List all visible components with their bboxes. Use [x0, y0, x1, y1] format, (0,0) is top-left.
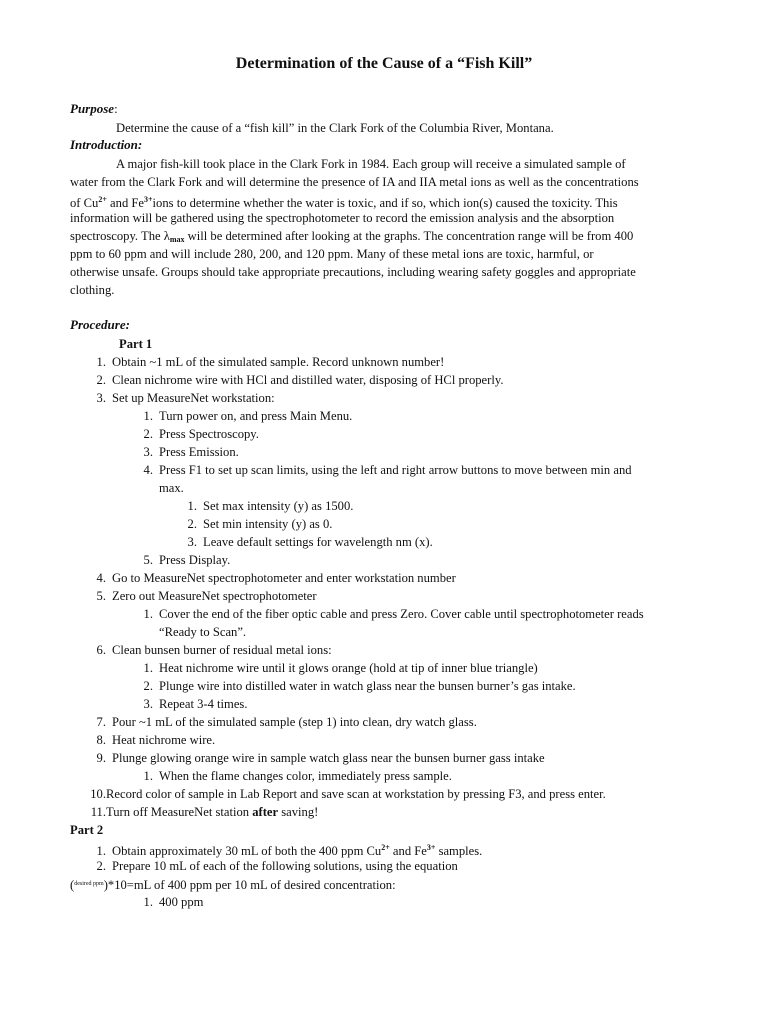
- document-title: Determination of the Cause of a “Fish Kill”: [235, 55, 533, 72]
- list-item: 10.Record color of sample in Lab Report and save scan at workstation by pressing F3, and press enter.: [90, 787, 606, 801]
- list-item: 6. Clean bunsen burner of residual metal ions:: [96, 643, 332, 657]
- intro-line: A major fish-kill took place in the Clark Fork in 1984. Each group will receive a simulated sample of: [116, 157, 626, 171]
- list-item: 1. Heat nichrome wire until it glows orange (hold at tip of inner blue triangle): [143, 661, 538, 675]
- intro-line: information will be gathered using the spectrophotometer to record the emission analysis and the absorption: [70, 211, 615, 225]
- equation-line: ($^{desired ppm}$)*10=mL of 400 ppm per 10 mL of desired concentration:: [70, 878, 396, 892]
- list-item: 7. Pour ~1 mL of the simulated sample (step 1) into clean, dry watch glass.: [96, 715, 477, 729]
- list-item-continuation: max.: [159, 481, 184, 495]
- intro-line: clothing.: [70, 283, 115, 297]
- list-item: 4. Press F1 to set up scan limits, using the left and right arrow buttons to move between min and: [143, 463, 632, 477]
- intro-line: water from the Clark Fork and will determine the presence of IA and IIA metal ions as well as the concentrations: [70, 175, 639, 189]
- list-item: 2. Press Spectroscopy.: [143, 427, 259, 441]
- list-item: 1. 400 ppm: [143, 895, 204, 909]
- intro-line: spectroscopy. The $\lambda_{max}$ will be determined after looking at the graphs. The concentration range will be from 400: [70, 229, 634, 244]
- list-item: 1. Turn power on, and press Main Menu.: [143, 409, 353, 423]
- list-item: 9. Plunge glowing orange wire in sample watch glass near the bunsen burner gass intake: [96, 751, 545, 765]
- part2-heading: Part 2: [70, 823, 104, 837]
- list-item-continuation: “Ready to Scan”.: [159, 625, 247, 639]
- list-item: 1. When the flame changes color, immediately press sample.: [143, 769, 452, 783]
- list-item: 2. Prepare 10 mL of each of the following solutions, using the equation: [96, 859, 458, 873]
- list-item: 1. Obtain ~1 mL of the simulated sample. Record unknown number!: [96, 355, 445, 369]
- list-item: 3. Set up MeasureNet workstation:: [96, 391, 275, 405]
- list-item: 8. Heat nichrome wire.: [96, 733, 216, 747]
- list-item: 1. Cover the end of the fiber optic cable and press Zero. Cover cable until spectrophotometer reads: [143, 607, 644, 621]
- list-item: 1. Obtain approximately 30 mL of both the 400 ppm $Cu^{2+}$ and $Fe^{3+}$ samples.: [96, 843, 483, 858]
- intro-line: otherwise unsafe. Groups should take appropriate precautions, including wearing safety goggles and appropriate: [70, 265, 636, 279]
- introduction-heading: Introduction:: [70, 137, 143, 152]
- list-item: 2. Set min intensity (y) as 0.: [187, 517, 333, 531]
- list-item: 5. Press Display.: [143, 553, 231, 567]
- list-item: 3. Leave default settings for wavelength nm (x).: [187, 535, 433, 549]
- purpose-text: Determine the cause of a “fish kill” in the Clark Fork of the Columbia River, Montana.: [116, 121, 554, 135]
- purpose-heading: Purpose:: [70, 101, 118, 116]
- list-item: 2. Plunge wire into distilled water in watch glass near the bunsen burner’s gas intake.: [143, 679, 576, 693]
- part1-heading: Part 1: [119, 337, 153, 351]
- list-item: 1. Set max intensity (y) as 1500.: [187, 499, 354, 513]
- list-item: 5. Zero out MeasureNet spectrophotometer: [96, 589, 317, 603]
- list-item: 2. Clean nichrome wire with HCl and distilled water, disposing of HCl properly.: [96, 373, 504, 387]
- intro-line: of $Cu^{2+}$ and $Fe^{3+}ions$ to determine whether the water is toxic, and if so, which ion(s) caused the toxicity. This: [70, 195, 618, 210]
- list-item: 3. Press Emission.: [143, 445, 239, 459]
- list-item: 4. Go to MeasureNet spectrophotometer and enter workstation number: [96, 571, 456, 585]
- procedure-heading: Procedure:: [70, 317, 130, 332]
- intro-line: ppm to 60 ppm and will include 280, 200, and 120 ppm. Many of these metal ions are toxic, harmful, or: [70, 247, 594, 261]
- list-item: 3. Repeat 3-4 times.: [143, 697, 248, 711]
- list-item: 11.Turn off MeasureNet station after saving!: [90, 805, 319, 819]
